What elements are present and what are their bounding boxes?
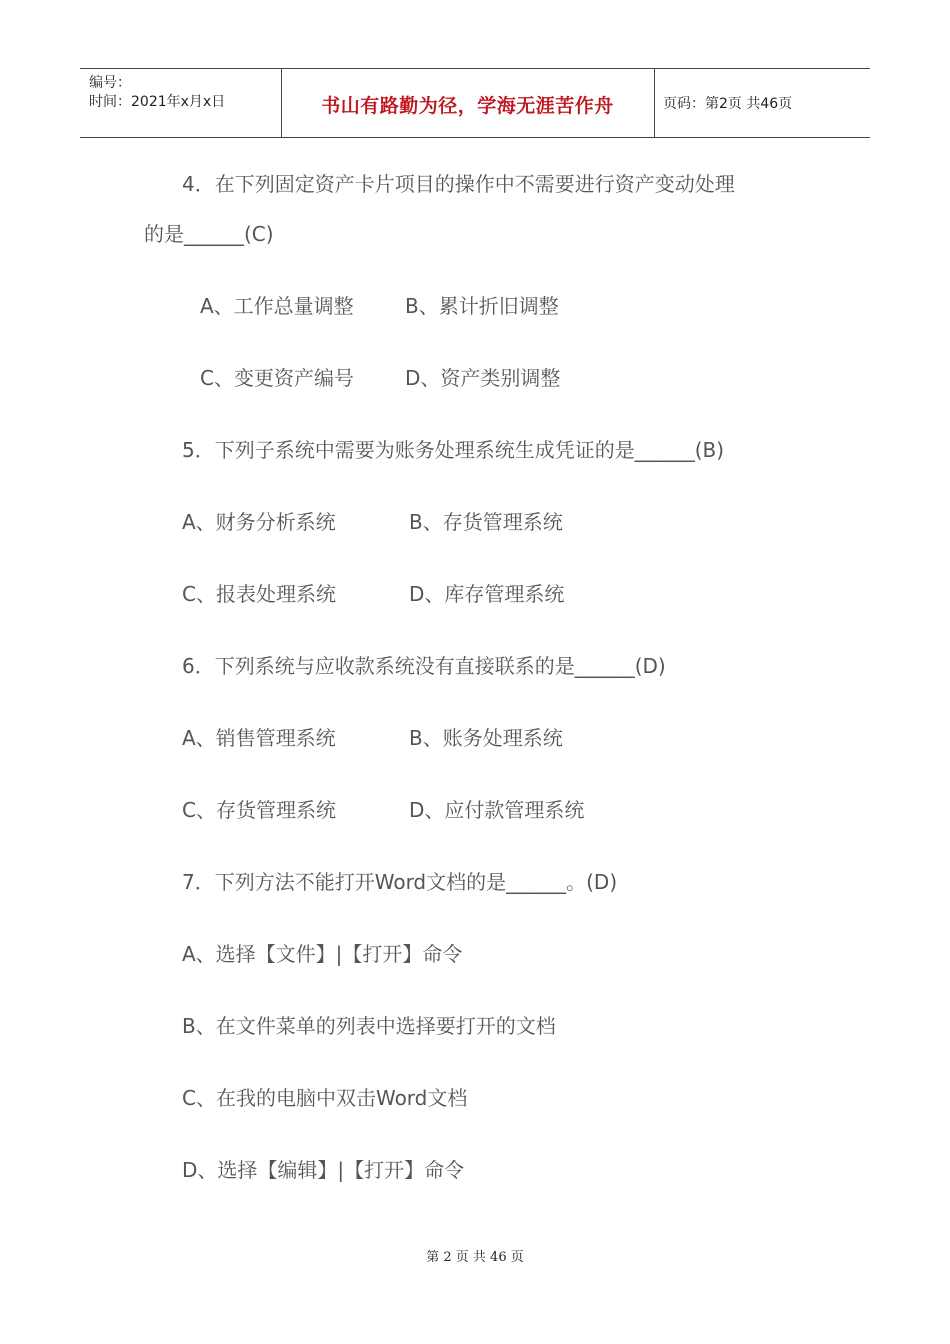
question-6-line: 6．下列系统与应收款系统没有直接联系的是______(D) xyxy=(182,654,666,678)
question-7-line: 7．下列方法不能打开Word文档的是______。(D) xyxy=(182,870,618,894)
question-4-line-1: 4．在下列固定资产卡片项目的操作中不需要进行资产变动处理 xyxy=(182,172,735,196)
question-7-option-b: B、在文件菜单的列表中选择要打开的文档 xyxy=(182,1014,556,1038)
question-6-option-b: B、账务处理系统 xyxy=(409,726,563,750)
header-meta-cell xyxy=(80,69,282,137)
number-label: 编号： xyxy=(89,75,131,91)
page-footer: 第 2 页 共 46 页 xyxy=(426,1250,524,1265)
question-7-option-a: A、选择【文件】|【打开】命令 xyxy=(182,942,463,966)
question-5-option-d: D、库存管理系统 xyxy=(409,582,565,606)
question-4-option-a: A、工作总量调整 xyxy=(200,294,354,318)
question-5-option-a: A、财务分析系统 xyxy=(182,510,336,534)
question-4-option-c: C、变更资产编号 xyxy=(200,366,354,390)
question-5-line: 5．下列子系统中需要为账务处理系统生成凭证的是______(B) xyxy=(182,438,725,462)
question-7-option-c: C、在我的电脑中双击Word文档 xyxy=(182,1086,468,1110)
question-6-option-c: C、存货管理系统 xyxy=(182,798,336,822)
question-7-option-d: D、选择【编辑】|【打开】命令 xyxy=(182,1158,465,1182)
time-label: 时间：2021年x月x日 xyxy=(89,94,226,110)
header-page-info: 页码：第2页 共46页 xyxy=(663,96,793,112)
motto-text: 书山有路勤为径，学海无涯苦作舟 xyxy=(321,95,614,117)
question-5-option-c: C、报表处理系统 xyxy=(182,582,336,606)
question-4-option-b: B、累计折旧调整 xyxy=(405,294,559,318)
question-6-option-d: D、应付款管理系统 xyxy=(409,798,585,822)
header-motto-cell xyxy=(281,69,655,137)
question-4-line-2: 的是______(C) xyxy=(144,222,274,246)
question-5-option-b: B、存货管理系统 xyxy=(409,510,563,534)
question-6-option-a: A、销售管理系统 xyxy=(182,726,336,750)
header-page-cell xyxy=(655,69,870,137)
page-header xyxy=(80,68,870,138)
question-4-option-d: D、资产类别调整 xyxy=(405,366,561,390)
